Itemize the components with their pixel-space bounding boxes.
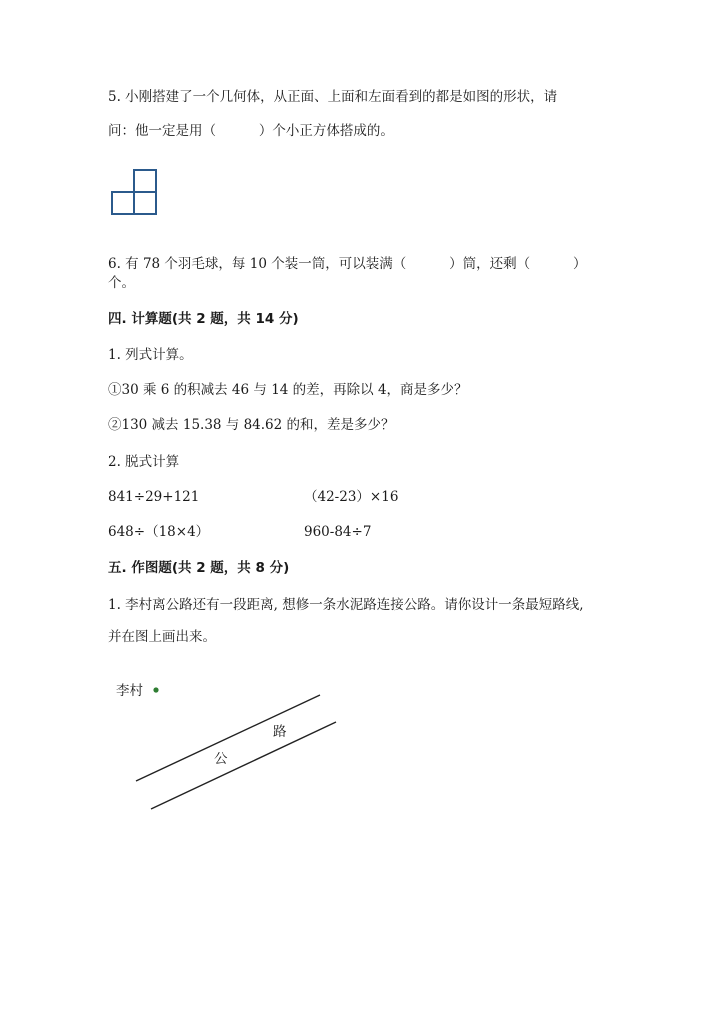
section5-title: 五. 作图题(共 2 题，共 8 分) [108, 560, 290, 576]
square-top-right [134, 170, 156, 192]
section4-p2-title: 2. 脱式计算 [108, 454, 180, 470]
village-label: 李村 [116, 683, 143, 699]
square-bottom-right [134, 192, 156, 214]
road-edge-upper [136, 695, 320, 781]
q6-line1: 6. 有 78 个羽毛球，每 10 个装一筒，可以装满（ ）筒，还剩（ ） [108, 256, 587, 272]
road-char-lu: 路 [273, 724, 287, 740]
cube-view-squares [112, 170, 156, 214]
road-char-gong: 公 [214, 751, 228, 767]
q5-line1: 5. 小刚搭建了一个几何体，从正面、上面和左面看到的都是如图的形状，请 [108, 89, 558, 105]
expr-1: 841÷29+121 [108, 489, 200, 505]
expr-2: （42-23）×16 [304, 489, 399, 505]
section4-p1-b: ②130 减去 15.38 与 84.62 的和，差是多少？ [108, 417, 395, 433]
expr-4: 960-84÷7 [304, 524, 372, 540]
section4-p1-title: 1. 列式计算。 [108, 347, 193, 363]
expr-3: 648÷（18×4） [108, 524, 210, 540]
road-diagram [120, 680, 350, 820]
q5-line2: 问：他一定是用（ ）个小正方体搭成的。 [108, 123, 394, 139]
square-bottom-left [112, 192, 134, 214]
village-dot [153, 687, 158, 692]
road-edge-lower [151, 722, 336, 809]
section5-p1-line1: 1. 李村离公路还有一段距离, 想修一条水泥路连接公路。请你设计一条最短路线, [108, 597, 584, 613]
section4-title: 四. 计算题(共 2 题，共 14 分) [108, 311, 299, 327]
cube-view-figure [110, 168, 162, 218]
section5-p1-line2: 并在图上画出来。 [108, 629, 216, 645]
q6-line2: 个。 [108, 275, 135, 291]
section4-p1-a: ①30 乘 6 的积减去 46 与 14 的差，再除以 4，商是多少？ [108, 382, 468, 398]
